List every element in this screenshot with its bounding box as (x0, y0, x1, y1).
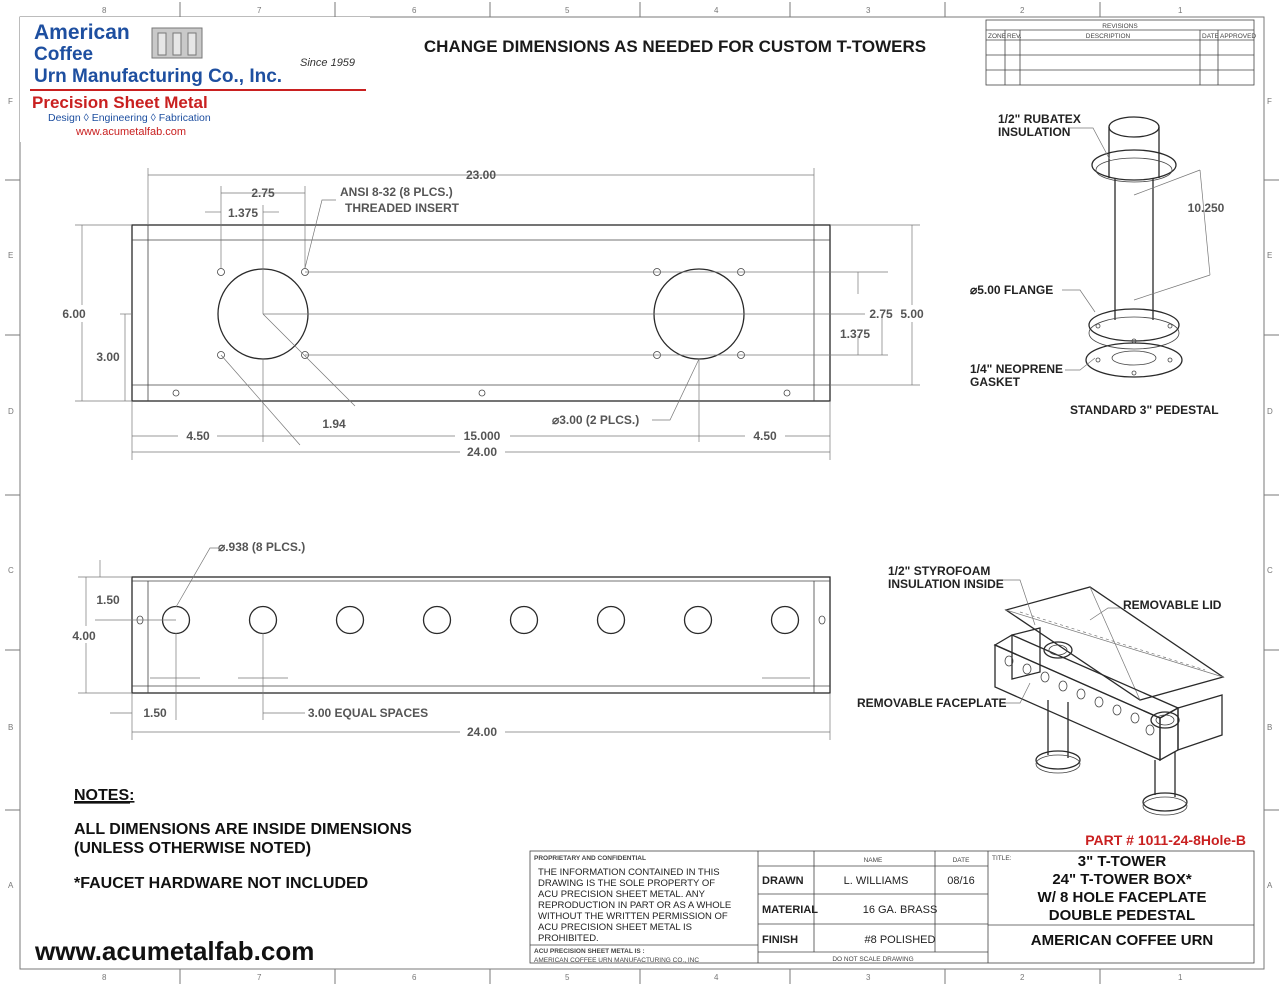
faucet-hole (511, 607, 538, 634)
insert-callout-2: THREADED INSERT (345, 201, 460, 215)
zone-label: 4 (714, 6, 719, 15)
page-title: CHANGE DIMENSIONS AS NEEDED FOR CUSTOM T-TOWERS (423, 37, 927, 56)
zone-label: 5 (565, 6, 570, 15)
company-line-1: ACU PRECISION SHEET METAL IS : (534, 948, 645, 955)
revisions-title: REVISIONS (1102, 23, 1138, 30)
revisions-col: ZONE (988, 33, 1007, 40)
zone-label: 4 (714, 973, 719, 982)
flange-label: ⌀5.00 FLANGE (970, 283, 1054, 297)
company-line-2: AMERICAN COFFEE URN MANUFACTURING CO., INC (534, 957, 700, 964)
zone-label: 5 (565, 973, 570, 982)
zone-label: 7 (257, 6, 262, 15)
note-line-1: ALL DIMENSIONS ARE INSIDE DIMENSIONS (74, 821, 412, 838)
drawing-title-1: 3" T-TOWER (1077, 853, 1167, 870)
logo-line-1: American (34, 21, 130, 44)
drawn-label: DRAWN (762, 875, 804, 887)
dim-diag: 1.94 (322, 417, 346, 431)
top-flange (1092, 150, 1176, 180)
faucet-hole (250, 607, 277, 634)
dim-right-spacing: 2.75 (869, 307, 893, 321)
zone-label: 2 (1020, 973, 1025, 982)
mount-hole (173, 390, 179, 396)
styrofoam-label-2: INSULATION INSIDE (888, 577, 1004, 591)
faceplate-label: REMOVABLE FACEPLATE (857, 696, 1007, 710)
zone-label: B (1267, 723, 1273, 732)
gasket-label-2: GASKET (970, 375, 1021, 389)
zone-label: 1 (1178, 973, 1183, 982)
dim-edge-offset: 1.50 (143, 706, 167, 720)
proprietary-line: ACU PRECISION SHEET METAL. ANY (538, 889, 705, 900)
dim-overall: 23.00 (465, 168, 497, 182)
zone-label: E (8, 251, 14, 260)
zone-label: E (1267, 251, 1273, 260)
zone-label: 6 (412, 973, 417, 982)
pedestal-caption: STANDARD 3" PEDESTAL (1070, 403, 1219, 417)
company-name: AMERICAN COFFEE URN (1030, 932, 1214, 949)
faucet-hole (598, 607, 625, 634)
notes (74, 787, 412, 892)
revisions-col: REV. (1007, 33, 1022, 40)
insert-callout-1: ANSI 8-32 (8 PLCS.) (340, 185, 453, 199)
footer-url: www.acumetalfab.com (35, 936, 315, 966)
insulation-top (1109, 117, 1159, 137)
dim-plate-height: 4.00 (72, 629, 96, 643)
zone-label: 1 (1178, 6, 1183, 15)
notes-heading: NOTES: (74, 787, 135, 804)
proprietary-heading: PROPRIETARY AND CONFIDENTIAL (534, 855, 646, 862)
threaded-insert (218, 269, 225, 276)
finish-value: #8 POLISHED (864, 934, 936, 946)
dim-pedestal-height: 10.250 (1187, 201, 1225, 215)
tower-box-iso (857, 564, 1223, 815)
pedestal-view (970, 112, 1225, 417)
zone-label: 3 (866, 973, 871, 982)
date-header: DATE (952, 857, 970, 864)
faucet-hole (337, 607, 364, 634)
faceplate-hole-callout: ⌀.938 (8 PLCS.) (218, 540, 306, 554)
box-outline (132, 225, 830, 401)
logo-line-3: Urn Manufacturing Co., Inc. (34, 66, 283, 87)
zone-labels-side (8, 97, 1273, 890)
dim-left-offset: 4.50 (186, 429, 210, 443)
pedestal-foot (1143, 793, 1187, 811)
revisions-table (986, 20, 1256, 85)
zone-label: F (1267, 97, 1272, 106)
urn-icon (152, 28, 202, 58)
dim-hole-height: 1.50 (96, 593, 120, 607)
zone-label: 3 (866, 6, 871, 15)
dim-right-offset: 4.50 (753, 429, 777, 443)
faucet-hole (685, 607, 712, 634)
lid-label: REMOVABLE LID (1123, 598, 1222, 612)
zone-label: 8 (102, 6, 107, 15)
dim-right-height: 5.00 (900, 307, 924, 321)
proprietary-line: REPRODUCTION IN PART OR AS A WHOLE (538, 900, 732, 911)
zone-label: 7 (257, 973, 262, 982)
drawing-title-2: 24" T-TOWER BOX* (1052, 871, 1192, 888)
logo-services: Design ◊ Engineering ◊ Fabrication (48, 112, 211, 124)
top-view (62, 168, 924, 460)
note-line-3: *FAUCET HARDWARE NOT INCLUDED (74, 875, 369, 892)
logo-url: www.acumetalfab.com (76, 126, 187, 138)
material-label: MATERIAL (762, 904, 819, 916)
zone-label: A (8, 881, 14, 890)
dim-height: 6.00 (62, 307, 86, 321)
gasket (1086, 343, 1182, 377)
faucet-hole (772, 607, 799, 634)
faucet-hole (424, 607, 451, 634)
logo-tagline: Precision Sheet Metal (32, 93, 208, 112)
bore-callout: ⌀3.00 (2 PLCS.) (552, 413, 640, 427)
zone-label: C (1267, 566, 1273, 575)
logo-line-2: Coffee (34, 44, 94, 65)
dim-half-height: 3.00 (96, 350, 120, 364)
styrofoam-label-1: 1/2" STYROFOAM (888, 564, 991, 578)
zone-label: F (8, 97, 13, 106)
drawing-title-4: DOUBLE PEDESTAL (1048, 907, 1196, 924)
company-logo (20, 17, 370, 142)
zone-label: 2 (1020, 6, 1025, 15)
zone-label: D (1267, 407, 1273, 416)
proprietary-line: DRAWING IS THE SOLE PROPERTY OF (538, 878, 716, 889)
do-not-scale: DO NOT SCALE DRAWING (832, 956, 914, 963)
dim-total: 24.00 (466, 445, 498, 459)
drawing-title-3: W/ 8 HOLE FACEPLATE (1037, 889, 1207, 906)
revisions-col: DATE (1202, 33, 1219, 40)
zone-label: C (8, 566, 14, 575)
name-header: NAME (863, 857, 883, 864)
dim-center-spacing: 15.000 (463, 429, 501, 443)
gasket-label-1: 1/4" NEOPRENE (970, 362, 1064, 376)
dim-hole-half: 1.375 (227, 206, 259, 220)
finish-label: FINISH (762, 934, 799, 946)
zone-label: B (8, 723, 14, 732)
dim-spacing: 3.00 EQUAL SPACES (307, 706, 429, 720)
pedestal-foot (1036, 751, 1080, 769)
revisions-col: DESCRIPTION (1085, 33, 1131, 40)
logo-since: Since 1959 (300, 57, 356, 69)
proprietary-line: WITHOUT THE WRITTEN PERMISSION OF (538, 911, 728, 922)
material-value: 16 GA. BRASS (862, 904, 938, 916)
drawn-value: L. WILLIAMS (843, 875, 909, 887)
proprietary-line: ACU PRECISION SHEET METAL IS (538, 922, 692, 933)
zone-label: A (1267, 881, 1273, 890)
rubatex-label-2: INSULATION (998, 125, 1071, 139)
proprietary-line: PROHIBITED. (538, 933, 599, 944)
title-label: TITLE: (992, 855, 1012, 862)
removable-faceplate (995, 645, 1160, 760)
part-number: PART # 1011-24-8Hole-B (1085, 832, 1246, 848)
note-line-2: (UNLESS OTHERWISE NOTED) (74, 840, 312, 857)
zone-label: D (8, 407, 14, 416)
side-mount-hole (819, 616, 825, 624)
faceplate-view (72, 540, 830, 740)
drawn-date: 08/16 (947, 875, 975, 887)
mount-hole (784, 390, 790, 396)
zone-label: 8 (102, 973, 107, 982)
dim-hole-spacing: 2.75 (251, 186, 275, 200)
revisions-col: APPROVED (1220, 33, 1257, 40)
dim-right-half: 1.375 (839, 327, 871, 341)
bottom-flange (1089, 309, 1179, 341)
faceplate-outline (132, 577, 830, 693)
zone-label: 6 (412, 6, 417, 15)
proprietary-line: THE INFORMATION CONTAINED IN THIS (538, 867, 720, 878)
title-block (530, 851, 1254, 964)
dim-faceplate-total: 24.00 (466, 725, 498, 739)
mount-hole (479, 390, 485, 396)
rubatex-label-1: 1/2" RUBATEX (998, 112, 1081, 126)
